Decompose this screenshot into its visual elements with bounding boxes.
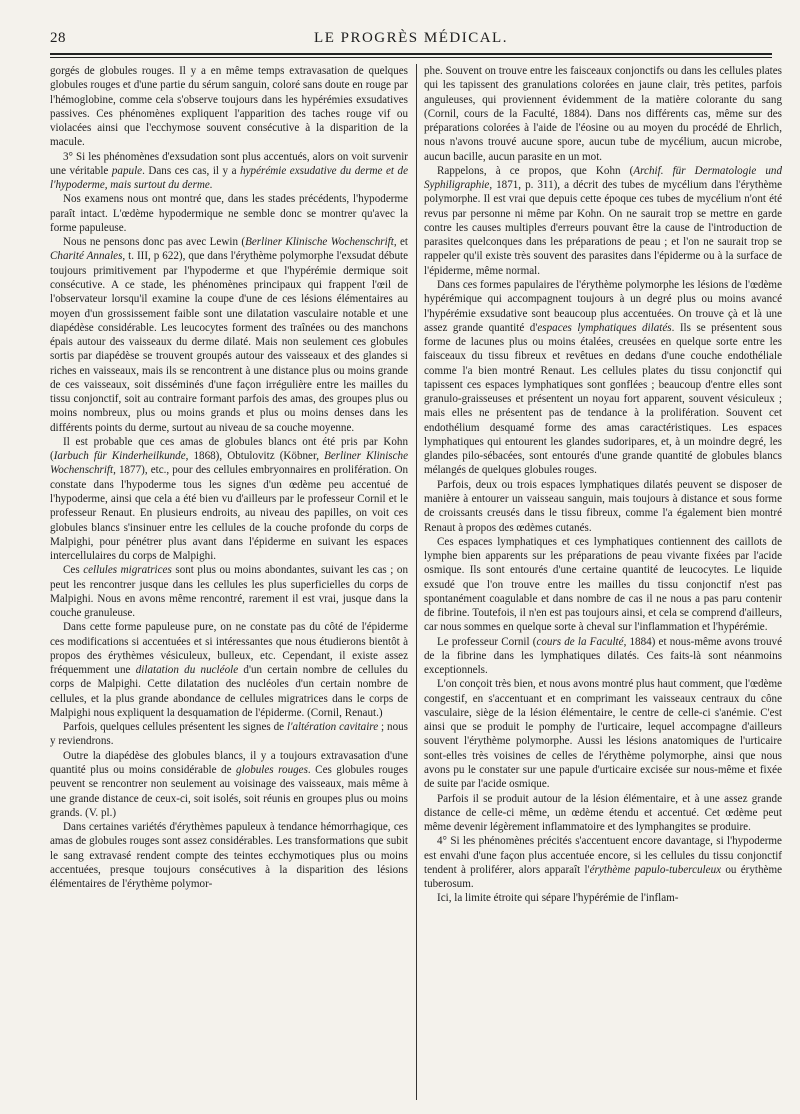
paragraph: Dans ces formes papulaires de l'érythème polymorphe les lésions de l'œdème hypérémique qui accompagnent toujours à un degré plus ou moins avancé l'hypérémie exsudative sont beaucoup plus accentuées. On trouve çà et là une assez grande quantité d'espaces lymphatiques dilatés. Ils se présentent sous forme de lacunes plus ou moins étalées, creusées en quelque sorte entre les faisceaux du tissu fibreux et revêtues en dedans d'une couche endothéliale comme l'a bien montré Renaut. Les cellules plates du tissu conjonctif qui tapissent ces espaces lymphatiques sont gonflées ; beaucoup d'entre elles sont granulo-graisseuses et présentent un noyau fort apparent, souvent vésiculeux ; mais elles ne présentent pas de tendance à la prolifération. Souvent cet endothélium desquamé forme des amas caractéristiques. Les espaces lymphatiques qui entourent les glandes sudoripares, et, à un moindre degré, les glandes pilo-sébacées, sont entourés d'une grande quantité de globules blancs mélangés de quelques globules rouges. [424,278,782,477]
paragraph: Il est probable que ces amas de globules blancs ont été pris par Kohn (Iarbuch für Kinderheilkunde, 1868), Obtulovitz (Köbner, Berliner Klinische Wochenschrift, 1877), etc., pour des cellules embryonnaires en prolifération. On constate dans l'hypoderme tous les signes d'un œdème peu accentué de l'hypoderme, ainsi que cela a été bien vu d'ailleurs par le professeur Cornil et le professeur Renaut. En plusieurs endroits, au niveau des papilles, on voit ces globules blancs s'insinuer entre les cellules de la couche profonde du corps de Malpighi, pour pénétrer plus avant dans l'épiderme en suivant les espaces intercellulaires du corps de Malpighi. [50,435,408,563]
paragraph: Parfois il se produit autour de la lésion élémentaire, et à une assez grande distance de celle-ci même, un œdème étendu et accentué. Cet œdème peut même devenir légèrement inflammatoire et des lymphangites se produire. [424,792,782,834]
paragraph: Outre la diapédèse des globules blancs, il y a toujours extravasation d'une quantité plus ou moins considérable de globules rouges. Ces globules rouges peuvent se rencontrer non seulement au voisinage des vaisseaux, mais même à une grande distance de ceux-ci, soit isolés, soit réunis en groupes plus ou moins grands. (V. pl.) [50,749,408,819]
running-title: LE PROGRÈS MÉDICAL. [314,30,508,46]
paragraph: Le professeur Cornil (cours de la Faculté, 1884) et nous-même avons trouvé de la fibrine dans les lymphatiques dilatés. Ces faits-là sont néanmoins exceptionnels. [424,635,782,677]
paragraph: 3° Si les phénomènes d'exsudation sont plus accentués, alors on voit survenir une véritable papule. Dans ces cas, il y a hypérémie exsudative du derme et de l'hypoderme, mais surtout du derme. [50,150,408,192]
column-divider [416,64,417,1100]
paragraph: gorgés de globules rouges. Il y a en même temps extravasation de quelques globules rouges et d'une partie du sérum sanguin, coloré sans doute en rouge par l'hémoglobine, comme cela s'observe toujours dans les hypérémies exsudatives passives. Ces phénomènes expliquent l'apparition des taches rouge vif ou violacées ainsi que l'ecchymose souvent consécutive à la disparition de la macule. [50,65,408,149]
page-number: 28 [50,30,66,46]
paragraph: Rappelons, à ce propos, que Kohn (Archif. für Dermatologie und Syphiligraphie, 1871, p. 311), a décrit des tubes de mycélium dans l'érythème polymorphe. Il est vrai que depuis cette époque ces tubes de mycélium n'ont été revus par personne ni même par Kohn. On ne saurait trop se mettre en garde contre les causes multiples d'erreurs pouvant être la cause de l'introduction de parasites quelconques dans les préparations de peau ; et l'on ne saurait trop se rappeler qu'il existe très souvent des parasites dans l'épiderme ou à la surface de l'épiderme, même normal. [424,164,782,277]
paragraph: 4° Si les phénomènes précités s'accentuent encore davantage, si l'hypoderme est envahi d'une façon plus accentuée encore, si les cellules du tissu conjonctif tendent à proliférer, alors apparaît l'érythème papulo-tuberculeux ou érythème tuberosum. [424,835,782,891]
paragraph: Dans certaines variétés d'érythèmes papuleux à tendance hémorrhagique, ces amas de globules rouges sont assez considérables. Les transformations que subit le sang extravasé rendent compte des teintes ecchymotiques plus ou moins accentuées, presque toujours consécutives à la disparition des lésions élémentaires de l'érythème polymor- [50,821,408,891]
paragraph: Dans cette forme papuleuse pure, on ne constate pas du côté de l'épiderme ces modifications si accentuées et si intéressantes que nous étudierons bientôt à propos des érythèmes vésiculeux, bulleux, etc. Cependant, il existe assez fréquemment une dilatation du nucléole d'un certain nombre de cellules du corps de Malpighi. Cette dilatation des nucléoles d'un certain nombre de cellules, et la plus grande abondance de cellules migratrices dans le corps de Malpighi nous expliquent la desquamation de l'épiderme. (Cornil, Renaut.) [50,621,408,719]
left-column [50,64,408,1104]
paragraph: Ces cellules migratrices sont plus ou moins abondantes, suivant les cas ; on peut les rencontrer jusque dans les cellules les plus superficielles du corps de Malpighi. Nous en avons même rencontré, rarement il est vrai, jusque dans la couche granuleuse. [50,564,408,620]
paragraph: Ici, la limite étroite qui sépare l'hypérémie de l'inflam- [437,892,679,905]
paragraph: Nos examens nous ont montré que, dans les stades précédents, l'hypoderme paraît intact. L'œdème hypodermique ne semble donc se montrer qu'avec la forme papuleuse. [50,193,408,234]
right-column [424,64,782,1104]
header-rule-thick [50,53,772,55]
paragraph: Parfois, deux ou trois espaces lymphatiques dilatés peuvent se disposer de manière à entourer un vaisseau sanguin, mais toujours à distance et sous forme de croissants creusés dans le tissu fibreux, comme l'a également bien montré Renaut à propos des œdèmes cutanés. [424,478,782,534]
paragraph: Ces espaces lymphatiques et ces lymphatiques contiennent des caillots de lymphe bien apparents sur les préparations de peau vivante fixées par l'acide osmique. Ils sont entourés d'une certaine quantité de leucocytes. Le liquide exsudé que l'on trouve entre les mailles du tissu conjonctif n'est pas spontanément coagulable et dans nombre de cas il ne nous a pas paru contenir de fibrine. Toutefois, il n'en est pas toujours ainsi, et cela se comprend d'ailleurs, car nous sommes en quelque sorte à cheval sur l'inflammation et l'hypérémie. [424,535,782,634]
page-header [50,30,772,52]
paragraph: Parfois, quelques cellules présentent les signes de l'altération cavitaire ; nous y reviendrons. [50,721,408,748]
header-rule-thin [50,57,772,58]
paragraph: L'on conçoit très bien, et nous avons montré plus haut comment, que l'œdème congestif, en s'accentuant et en comprimant les vaisseaux centraux du cône vasculaire, siège de la lésion élémentaire, le centre de celle-ci s'anémie. C'est ainsi que se produit le pomphy de l'urticaire, lequel accompagne d'ailleurs souvent l'érythème polymorphe. Aussi les lésions anatomiques de l'urticaire sont-elles très voisines de celles de l'érythème polymorphe, ainsi que nous avons pu le constater sur une papule d'urticaire excisée sur nous-même et fixée de suite par l'acide osmique. [424,678,782,791]
paragraph: phe. Souvent on trouve entre les faisceaux conjonctifs ou dans les cellules plates qui les tapissent des granulations colorées en jaune clair, très petites, parfois anguleuses, qui proviennent évidemment de la matière colorante du sang (Cornil, cours de la Faculté, 1884). Dans nos différents cas, même sur des préparations colorées à l'aide de l'éosine ou au moyen du procédé de Ehrlich, nous n'avons trouvé aucune spore, aucun tube de mycélium, aucun microbe, aucun bacille, aucun parasite en un mot. [424,65,782,163]
paragraph: Nous ne pensons donc pas avec Lewin (Berliner Klinische Wochenschrift, et Charité Annales, t. III, p 622), que dans l'érythème polymorphe l'exsudat débute toujours primitivement par l'hypoderme et que l'hypérémie dermique soit consécutive. A ce stade, les phénomènes principaux qui frappent l'œil de l'observateur lorsqu'il examine la coupe d'une de ces lésions élémentaires au moyen d'un grossissement faible sont une dilatation vasculaire notable et une diapédèse considérable. Les leucocytes forment des traînées ou des manchons épais autour des vaisseaux du derme dilaté. Mais non seulement ces globules sortis par diapédèse se trouvent groupés autour des vaisseaux et des glandes si riches en vaisseaux, mais ils se rencontrent à une distance plus ou moins grande de ces vaisseaux, soit disséminés d'une façon irrégulière entre les mailles du tissu conjonctif, soit au contraire formant parfois des amas, des groupes plus ou moins nombreux, plus ou moins grands et plus ou moins denses dans les différents points du derme, surtout au niveau de sa couche moyenne. [50,236,408,434]
